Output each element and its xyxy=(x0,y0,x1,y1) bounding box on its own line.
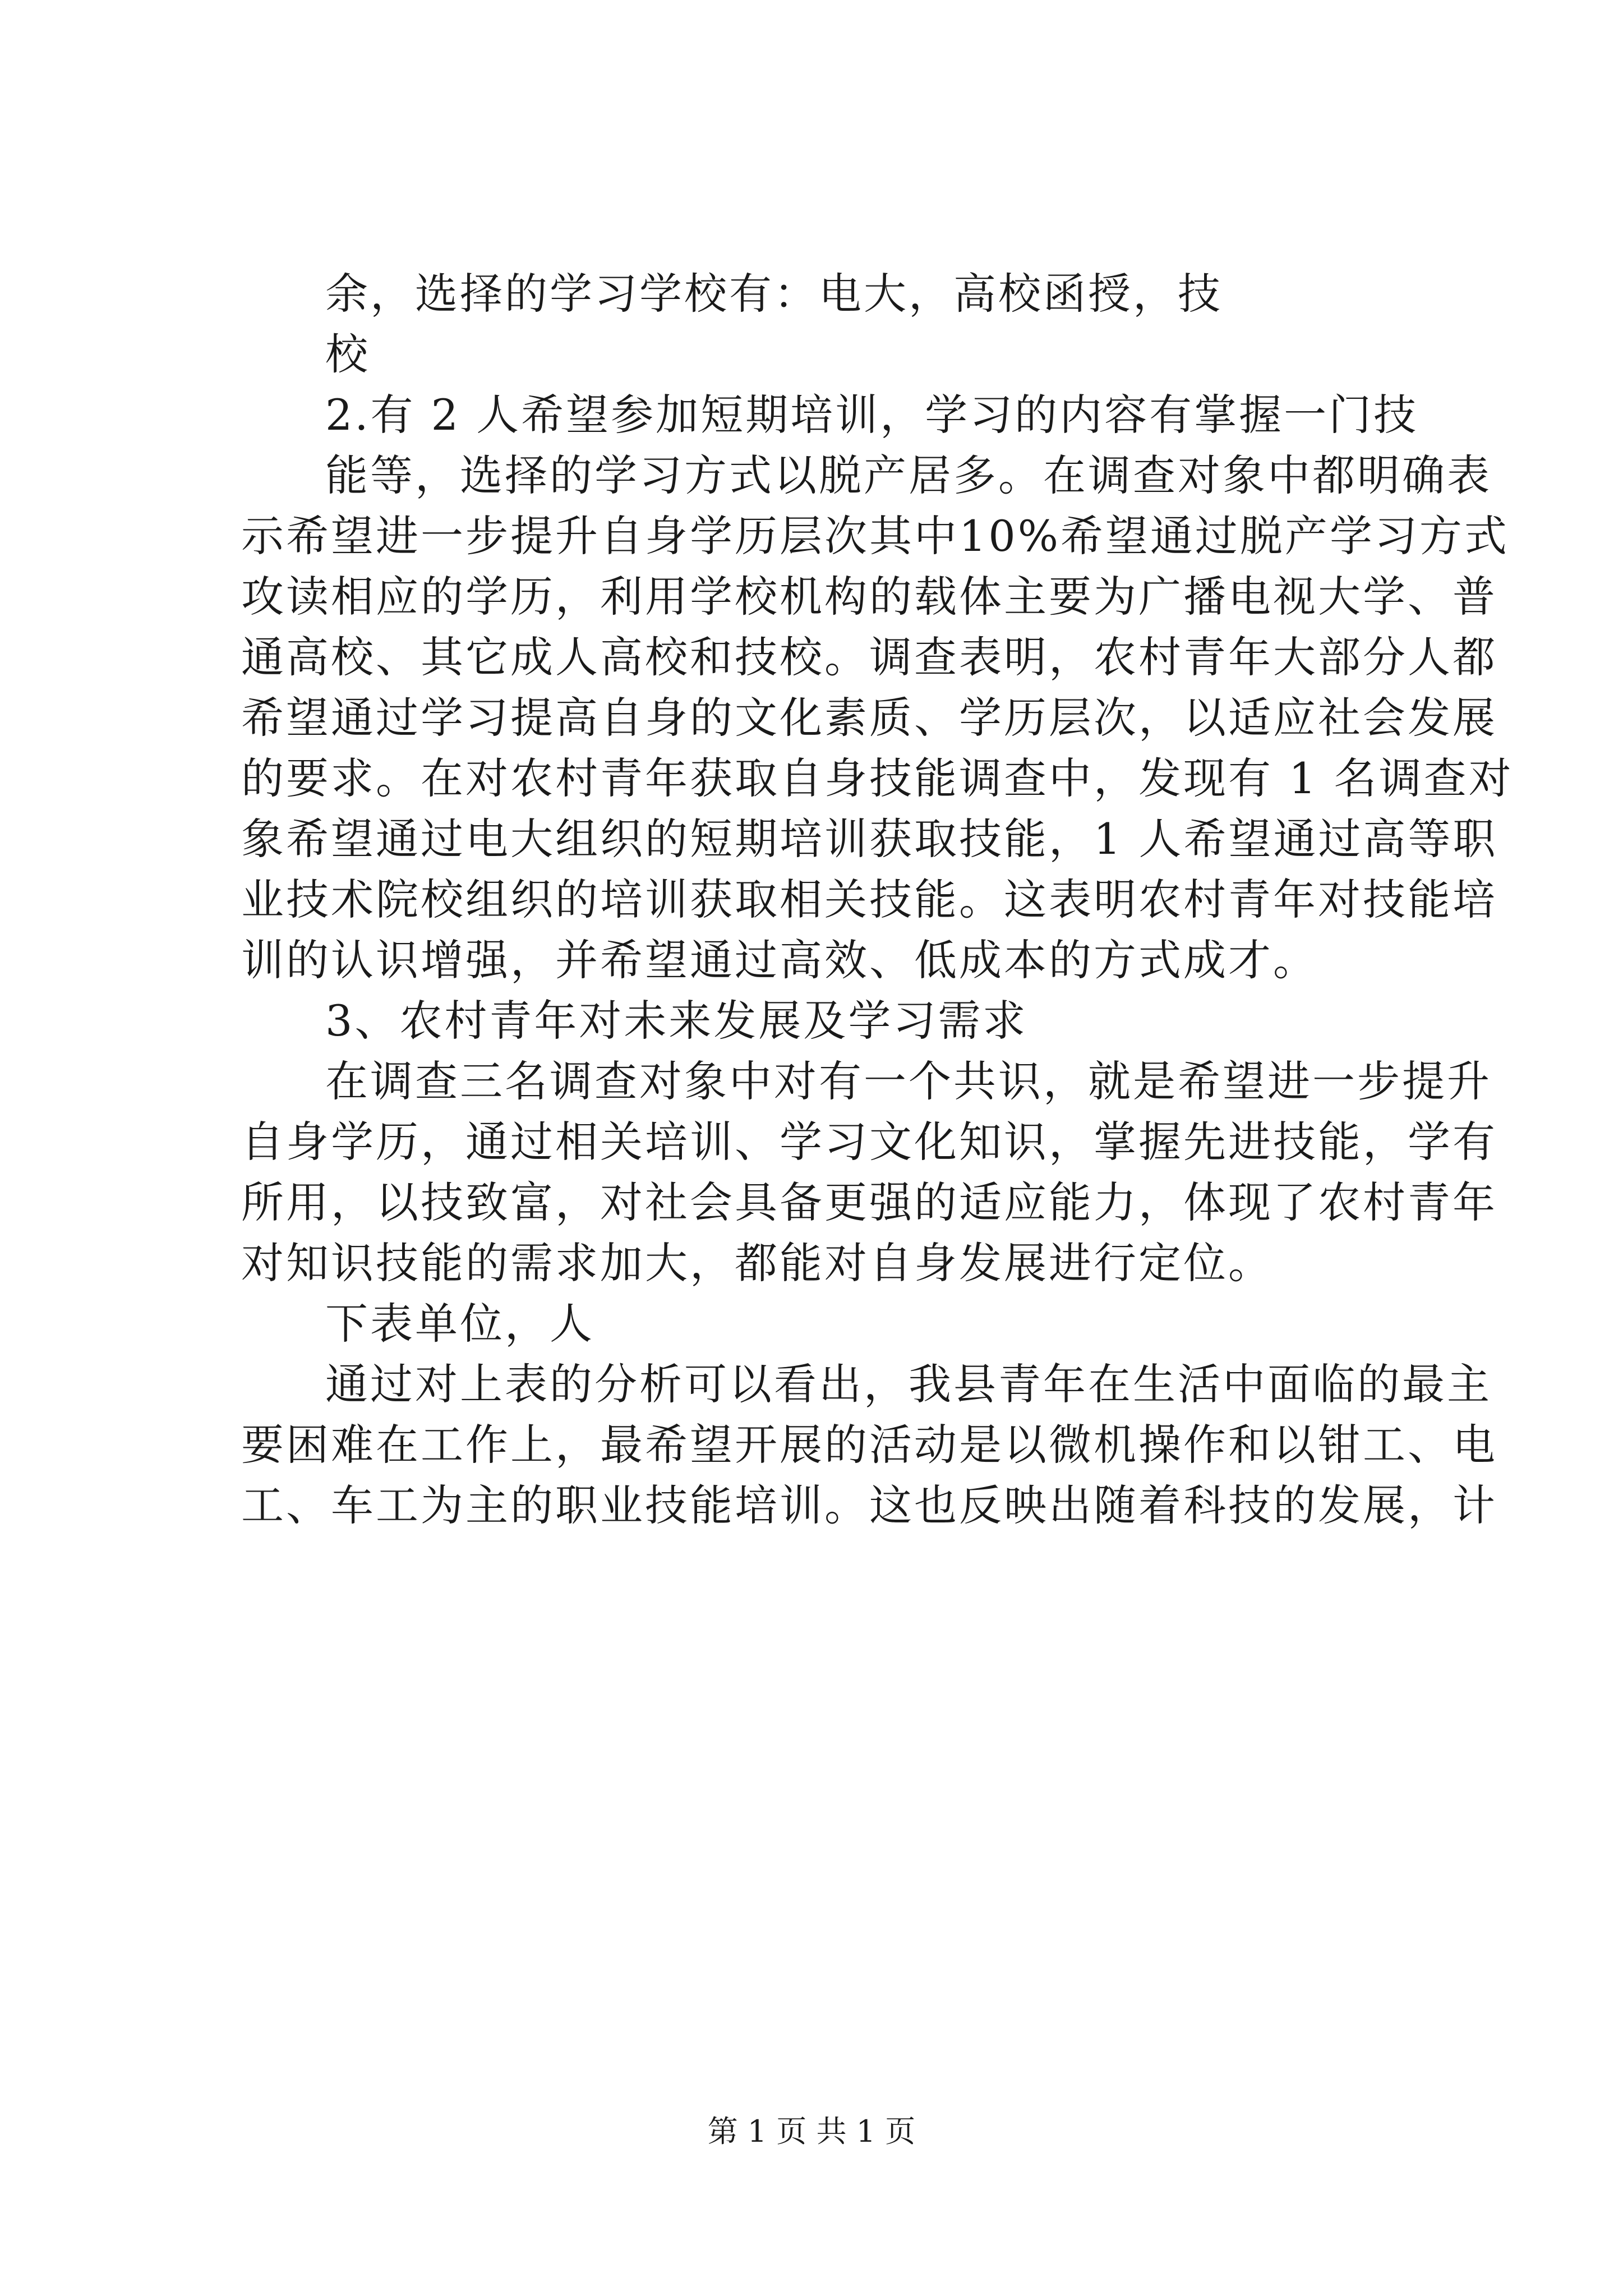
text-line: 工、车工为主的职业技能培训。这也反映出随着科技的发展，计 xyxy=(241,1480,1497,1530)
text-line: 余，选择的学习学校有：电大，高校函授，技 xyxy=(325,269,1223,319)
body-text xyxy=(241,264,1514,1536)
text-line: 希望通过学习提高自身的文化素质、学历层次，以适应社会发展 xyxy=(241,693,1497,743)
text-line: 的要求。在对农村青年获取自身技能调查中，发现有 1 名调查对 xyxy=(241,753,1514,803)
text-line: 校 xyxy=(325,329,370,379)
text-line: 要困难在工作上，最希望开展的活动是以微机操作和以钳工、电 xyxy=(241,1420,1497,1470)
text-line: 能等，选择的学习方式以脱产居多。在调查对象中都明确表 xyxy=(325,450,1492,500)
text-line: 业技术院校组织的培训获取相关技能。这表明农村青年对技能培 xyxy=(241,875,1497,924)
text-line: 下表单位，人 xyxy=(325,1299,594,1349)
section-heading: 3、农村青年对未来发展及学习需求 xyxy=(325,996,1028,1046)
text-line: 通高校、其它成人高校和技校。调查表明，农村青年大部分人都 xyxy=(241,632,1497,682)
text-line: 象希望通过电大组织的短期培训获取技能，1 人希望通过高等职 xyxy=(241,814,1498,864)
text-line: 所用，以技致富，对社会具备更强的适应能力，体现了农村青年 xyxy=(241,1177,1497,1227)
text-line: 训的认识增强，并希望通过高效、低成本的方式成才。 xyxy=(241,935,1318,985)
text-line: 示希望进一步提升自身学历层次其中10%希望通过脱产学习方式 xyxy=(241,511,1509,561)
page-footer: 第 1 页 共 1 页 xyxy=(707,2114,916,2149)
text-line: 攻读相应的学历，利用学校机构的载体主要为广播电视大学、普 xyxy=(241,572,1497,622)
text-line: 2.有 2 人希望参加短期培训，学习的内容有掌握一门技 xyxy=(325,390,1419,440)
text-line: 对知识技能的需求加大，都能对自身发展进行定位。 xyxy=(241,1238,1273,1288)
text-line: 在调查三名调查对象中对有一个共识，就是希望进一步提升 xyxy=(325,1056,1492,1106)
text-line: 通过对上表的分析可以看出，我县青年在生活中面临的最主 xyxy=(325,1359,1492,1409)
text-line: 自身学历，通过相关培训、学习文化知识，掌握先进技能，学有 xyxy=(241,1117,1497,1167)
